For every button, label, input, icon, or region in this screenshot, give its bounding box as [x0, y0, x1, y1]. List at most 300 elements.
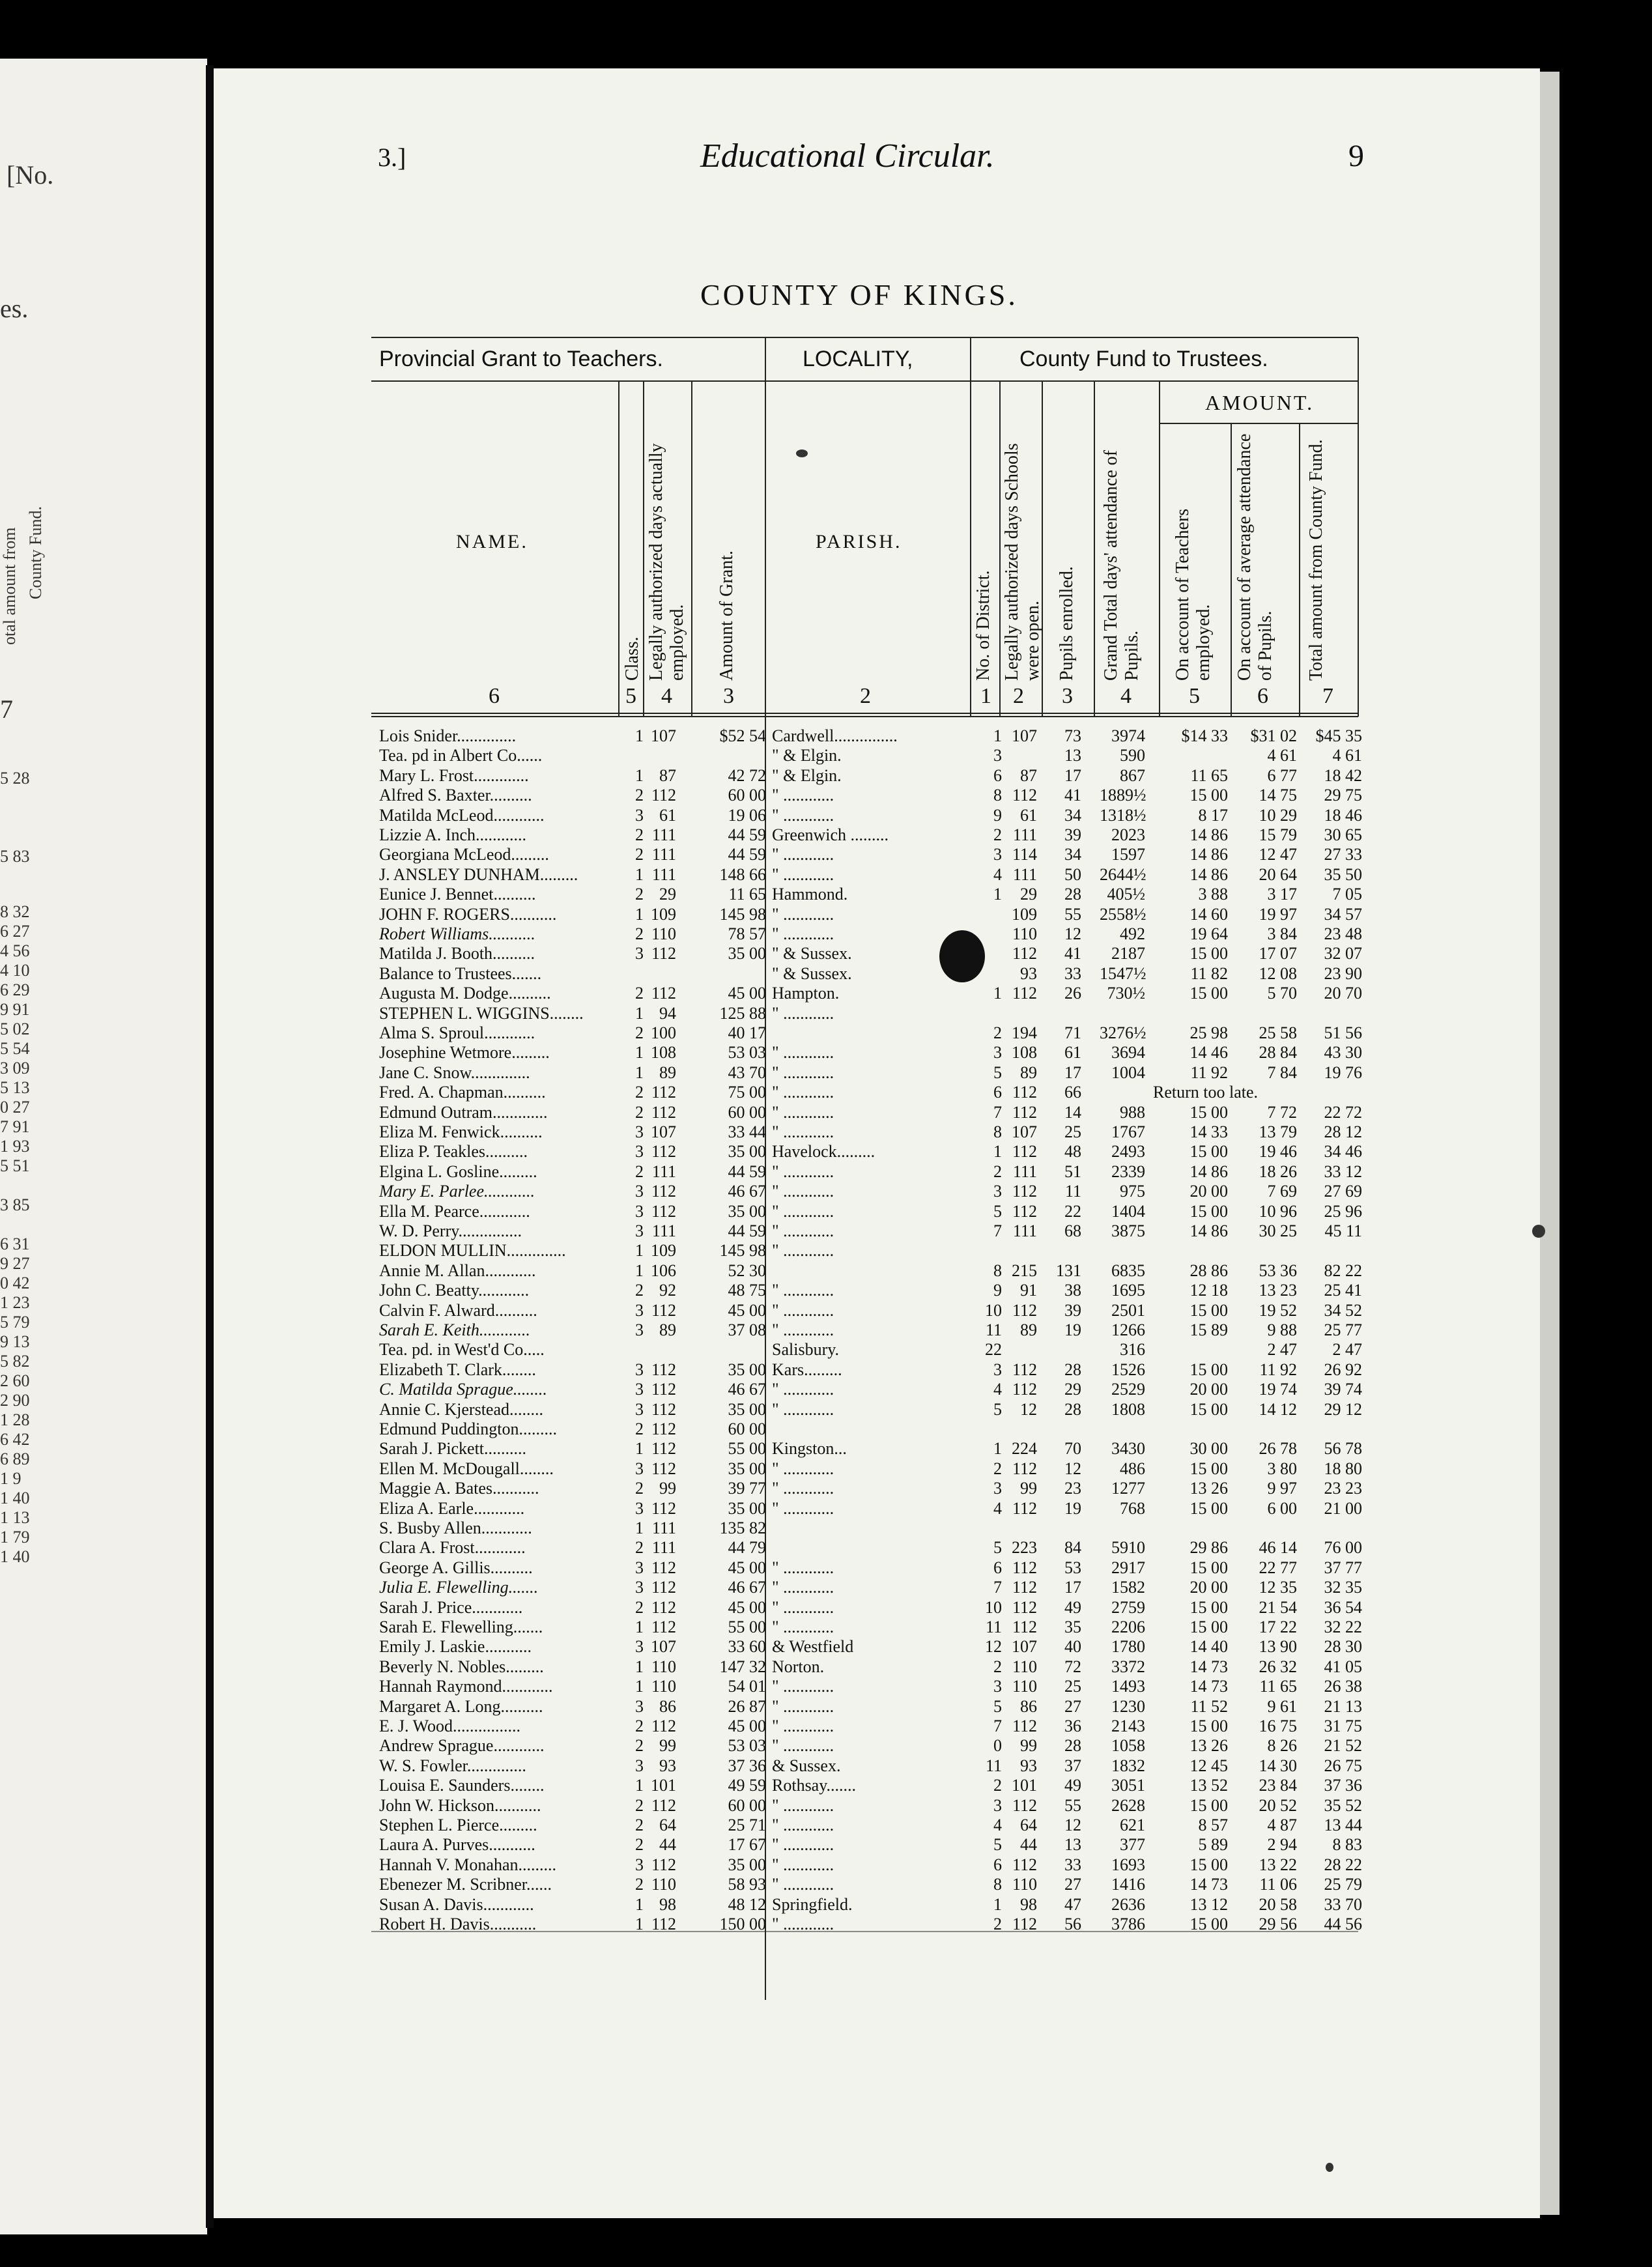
cell-days: 112	[651, 1597, 676, 1617]
cell-dopen: 112	[1012, 1083, 1037, 1102]
cell-parish: " ............	[772, 1696, 834, 1716]
cell-grant: 60 00	[728, 1795, 766, 1815]
cell-att: 1597	[1111, 845, 1145, 864]
cell-parish: " ............	[772, 786, 834, 805]
cell-teach: 15 00	[1189, 1498, 1228, 1518]
cell-name: ELDON MULLIN..............	[379, 1241, 566, 1261]
cell-name: Tea. pd in Albert Co......	[379, 746, 543, 765]
cell-pupils: 66	[1064, 1083, 1081, 1102]
cell-name: Susan A. Davis............	[379, 1894, 534, 1914]
cell-teach: 13 52	[1189, 1776, 1228, 1795]
cell-dist: 22	[985, 1340, 1002, 1360]
cell-teach: 13 26	[1189, 1479, 1228, 1498]
cell-att: 1693	[1111, 1855, 1145, 1874]
col-header-amount-grant: Amount of Grant.	[717, 550, 737, 681]
cell-class: 3	[635, 1756, 644, 1775]
cell-class: 1	[635, 1043, 644, 1062]
cell-grant: 48 12	[728, 1894, 766, 1914]
prev-page-text: 5 02	[0, 1019, 30, 1038]
cell-total: 29 75	[1324, 786, 1362, 805]
cell-dopen: 112	[1012, 1102, 1037, 1122]
cell-name: Maggie A. Bates...........	[379, 1479, 539, 1498]
cell-total: 82 22	[1324, 1261, 1362, 1280]
cell-teach: 14 33	[1189, 1122, 1228, 1141]
cell-parish: " ............	[772, 904, 834, 924]
cell-parish: & Sussex.	[772, 1756, 841, 1775]
cell-days: 110	[651, 1657, 676, 1676]
cell-pupils: 55	[1064, 1795, 1081, 1815]
cell-parish: " ............	[772, 1816, 834, 1834]
cell-avg: 13 22	[1259, 1855, 1297, 1874]
cell-days: 112	[651, 1855, 676, 1874]
cell-att: 2023	[1111, 825, 1145, 844]
prev-page-text: 0 42	[0, 1274, 30, 1292]
cell-dist: 8	[993, 1261, 1002, 1280]
cell-name: Eunice J. Bennet..........	[379, 885, 536, 904]
cell-pupils: 39	[1064, 1300, 1081, 1320]
col-number-grant: 3	[723, 684, 734, 708]
cell-class: 3	[635, 1558, 644, 1577]
cell-dopen: 112	[1012, 984, 1037, 1003]
cell-class: 2	[635, 1597, 644, 1617]
cell-dopen: 107	[1012, 1637, 1037, 1657]
cell-teach: 15 00	[1189, 1558, 1228, 1577]
cell-days: 89	[659, 1320, 676, 1339]
cell-parish: " ............	[772, 1855, 834, 1874]
cell-att: 1526	[1111, 1360, 1145, 1379]
cell-days: 111	[651, 1221, 676, 1240]
cell-att: 1547½	[1100, 963, 1146, 983]
cell-pupils: 40	[1064, 1637, 1081, 1657]
cell-att: 768	[1120, 1498, 1145, 1518]
cell-grant: 45 00	[728, 1717, 766, 1735]
cell-att: 2628	[1111, 1795, 1145, 1815]
cell-name: Balance to Trustees.......	[379, 963, 542, 983]
col-number-days-open: 2	[1013, 684, 1024, 708]
col-number-class: 5	[625, 684, 636, 708]
prev-page-text: 6 42	[0, 1430, 30, 1449]
cell-att: 1416	[1111, 1875, 1145, 1894]
cell-dopen: 112	[1012, 1915, 1037, 1933]
cell-days: 112	[651, 1083, 676, 1102]
cell-class: 1	[635, 1915, 644, 1933]
cell-name: Sarah J. Price............	[379, 1597, 523, 1617]
cell-name: Beverly N. Nobles.........	[379, 1657, 544, 1676]
prev-page-text: 5 82	[0, 1352, 30, 1371]
prev-page-text: 5 79	[0, 1313, 30, 1332]
cell-days: 112	[651, 1300, 676, 1320]
cell-grant: 145 98	[719, 904, 766, 924]
cell-pupils: 12	[1064, 1816, 1081, 1834]
cell-teach: 14 46	[1189, 1043, 1228, 1062]
cell-avg: 20 64	[1259, 864, 1297, 884]
cell-avg: 18 26	[1259, 1162, 1297, 1181]
cell-pupils: 73	[1064, 726, 1081, 745]
cell-dopen: 112	[1012, 1795, 1037, 1815]
ink-speck	[1326, 2163, 1333, 2172]
cell-name: Lizzie A. Inch............	[379, 825, 526, 844]
cell-total: 18 80	[1324, 1459, 1362, 1478]
cell-class: 2	[635, 1162, 644, 1181]
cell-name: Augusta M. Dodge..........	[379, 984, 551, 1003]
cell-grant: 43 70	[728, 1062, 766, 1082]
cell-dist: 2	[993, 1915, 1002, 1933]
cell-dist: 1	[993, 885, 1002, 904]
col-header-days-open: Legally authorized days Schools were open.	[1002, 443, 1043, 681]
cell-dopen: 91	[1020, 1281, 1037, 1300]
cell-att: 1277	[1111, 1479, 1145, 1498]
cell-avg: 13 23	[1259, 1281, 1297, 1300]
cell-class: 1	[635, 1261, 644, 1280]
cell-pupils: 26	[1064, 984, 1081, 1003]
cell-teach: 12 45	[1189, 1756, 1228, 1775]
cell-dist: 2	[993, 825, 1002, 844]
cell-att: 377	[1120, 1835, 1145, 1855]
col-number-district: 1	[980, 684, 991, 708]
cell-avg: 26 32	[1259, 1657, 1297, 1676]
cell-name: Calvin F. Alward..........	[379, 1300, 537, 1320]
cell-name: S. Busby Allen............	[379, 1518, 532, 1537]
cell-avg: 3 80	[1267, 1459, 1297, 1478]
cell-att: 1230	[1111, 1696, 1145, 1716]
cell-avg: 4 87	[1267, 1816, 1297, 1834]
cell-grant: 37 36	[728, 1756, 766, 1775]
col-number-attendance: 4	[1120, 684, 1132, 708]
cell-dopen: 223	[1012, 1538, 1037, 1558]
cell-total: 23 90	[1324, 963, 1362, 983]
cell-total: 41 05	[1324, 1657, 1362, 1676]
prev-page-text: 8 32	[0, 902, 30, 921]
prev-page-text: es.	[0, 294, 29, 323]
cell-class: 2	[635, 885, 644, 904]
cell-teach: 25 98	[1189, 1023, 1228, 1042]
cell-pupils: 68	[1064, 1221, 1081, 1240]
cell-att: 2636	[1111, 1894, 1145, 1914]
cell-total: 25 96	[1324, 1201, 1362, 1221]
cell-grant: 44 59	[728, 825, 766, 844]
cell-class: 2	[635, 924, 644, 943]
cell-name: Hannah Raymond............	[379, 1677, 553, 1696]
cell-dist: 3	[993, 845, 1002, 864]
cell-pupils: 27	[1064, 1696, 1081, 1716]
cell-teach: 15 00	[1189, 1360, 1228, 1379]
cell-dist: 4	[993, 1816, 1002, 1834]
cell-class: 3	[635, 805, 644, 825]
cell-avg: 53 36	[1259, 1261, 1297, 1280]
cell-grant: 39 77	[728, 1479, 766, 1498]
cell-parish: & Westfield	[772, 1637, 854, 1657]
cell-avg: 7 72	[1267, 1102, 1297, 1122]
cell-class: 2	[635, 845, 644, 864]
cell-total: 28 30	[1324, 1637, 1362, 1657]
cell-dist: 4	[993, 864, 1002, 884]
cell-dist: 11	[985, 1618, 1002, 1636]
cell-days: 112	[651, 1182, 676, 1201]
cell-parish: Rothsay.......	[772, 1776, 857, 1795]
cell-dopen: 112	[1012, 1182, 1037, 1201]
cell-avg: 30 25	[1259, 1221, 1297, 1240]
cell-days: 112	[651, 984, 676, 1003]
cell-teach: 15 00	[1189, 1459, 1228, 1478]
cell-avg: 2 94	[1267, 1835, 1297, 1855]
cell-grant: $52 54	[719, 726, 766, 745]
cell-pupils: 22	[1064, 1201, 1081, 1221]
cell-grant: 145 98	[719, 1241, 766, 1261]
prev-page-text: 6 27	[0, 922, 30, 941]
cell-grant: 60 00	[728, 1419, 766, 1438]
cell-grant: 135 82	[719, 1518, 766, 1537]
cell-att: 1582	[1111, 1578, 1145, 1597]
prev-page-text: County Fund.	[26, 506, 45, 599]
cell-total: 18 42	[1324, 765, 1362, 785]
prev-page-text: 1 9	[0, 1469, 21, 1488]
cell-att: 3051	[1111, 1776, 1145, 1795]
cell-att: 486	[1120, 1459, 1145, 1478]
cell-avg: 6 77	[1267, 765, 1297, 785]
cell-grant: 125 88	[719, 1003, 766, 1023]
cell-dopen: 107	[1012, 1122, 1037, 1141]
cell-att: 1493	[1111, 1677, 1145, 1696]
cell-avg: 5 70	[1267, 984, 1297, 1003]
cell-avg: $31 02	[1250, 726, 1297, 745]
cell-dist: 11	[985, 1320, 1002, 1339]
cell-class: 2	[635, 825, 644, 844]
cell-name: Georgiana McLeod.........	[379, 845, 549, 864]
cell-dist: 6	[993, 1083, 1002, 1102]
cell-grant: 147 32	[719, 1657, 766, 1676]
cell-dopen: 111	[1012, 1221, 1037, 1240]
cell-avg: 22 77	[1259, 1558, 1297, 1577]
cell-teach: 20 00	[1189, 1182, 1228, 1201]
cell-class: 2	[635, 1875, 644, 1894]
cell-name: W. D. Perry...............	[379, 1221, 522, 1240]
cell-class: 1	[635, 864, 644, 884]
cell-dist: 9	[993, 1281, 1002, 1300]
cell-avg: 11 06	[1259, 1875, 1297, 1894]
cell-att: 2206	[1111, 1618, 1145, 1636]
cell-grant: 35 00	[728, 1360, 766, 1379]
cell-class: 3	[635, 1399, 644, 1419]
cell-dist: 5	[993, 1835, 1002, 1855]
cell-parish: " ............	[772, 1162, 834, 1181]
cell-total: 37 77	[1324, 1558, 1362, 1577]
cell-dist: 4	[993, 1380, 1002, 1399]
cell-pupils: 28	[1064, 1360, 1081, 1379]
cell-dist: 1	[993, 1894, 1002, 1914]
cell-att: 5910	[1111, 1538, 1145, 1558]
col-number-parish: 2	[860, 684, 871, 708]
cell-class: 1	[635, 1518, 644, 1537]
cell-pupils: 49	[1064, 1776, 1081, 1795]
cell-grant: 46 67	[728, 1380, 766, 1399]
cell-name: Annie C. Kjerstead........	[379, 1399, 544, 1419]
cell-pupils: 37	[1064, 1756, 1081, 1775]
cell-days: 99	[659, 1736, 676, 1756]
cell-class: 3	[635, 1696, 644, 1716]
cell-parish: " & Elgin.	[772, 746, 842, 765]
cell-pupils: 13	[1064, 1835, 1081, 1855]
cell-avg: 14 75	[1259, 786, 1297, 805]
cell-teach: 19 64	[1189, 924, 1228, 943]
cell-class: 3	[635, 1182, 644, 1201]
cell-total: 25 77	[1324, 1320, 1362, 1339]
cell-pupils: 53	[1064, 1558, 1081, 1577]
cell-dist: 6	[993, 1855, 1002, 1874]
cell-class: 3	[635, 1320, 644, 1339]
cell-days: 111	[651, 1518, 676, 1537]
cell-total: 34 46	[1324, 1142, 1362, 1162]
cell-days: 61	[659, 805, 676, 825]
cell-name: Sarah E. Keith............	[379, 1320, 530, 1339]
cell-days: 100	[651, 1023, 676, 1042]
prev-page-text: 7 91	[0, 1117, 30, 1136]
cell-name: Stephen L. Pierce.........	[379, 1816, 537, 1834]
cell-dist: 8	[993, 786, 1002, 805]
cell-parish: " ............	[772, 805, 834, 825]
cell-dopen: 224	[1012, 1439, 1037, 1459]
cell-att: 2759	[1111, 1597, 1145, 1617]
cell-teach: 15 00	[1189, 1300, 1228, 1320]
cell-teach: 15 00	[1189, 1102, 1228, 1122]
cell-total: 4 61	[1332, 746, 1362, 765]
cell-dopen: 107	[1012, 726, 1037, 745]
cell-class: 2	[635, 1835, 644, 1855]
cell-dopen: 110	[1012, 1875, 1037, 1894]
cell-pupils: 17	[1064, 1578, 1081, 1597]
cell-parish: " & Sussex.	[772, 944, 852, 963]
cell-teach: 11 65	[1190, 765, 1228, 785]
cell-teach: 15 00	[1189, 1597, 1228, 1617]
cell-att: 3276½	[1100, 1023, 1146, 1042]
cell-dist: 7	[993, 1102, 1002, 1122]
cell-att: 2558½	[1100, 904, 1146, 924]
cell-dopen: 12	[1020, 1399, 1037, 1419]
cell-class: 3	[635, 1201, 644, 1221]
cell-grant: 19 06	[728, 805, 766, 825]
cell-name: STEPHEN L. WIGGINS........	[379, 1003, 584, 1023]
cell-dopen: 112	[1012, 1142, 1037, 1162]
cell-parish: " ............	[772, 1578, 834, 1597]
cell-att: 2187	[1111, 944, 1145, 963]
cell-parish: " ............	[772, 1875, 834, 1894]
cell-grant: 54 01	[728, 1677, 766, 1696]
cell-total: 44 56	[1324, 1915, 1362, 1933]
cell-pupils: 17	[1064, 765, 1081, 785]
cell-parish: " ............	[772, 1300, 834, 1320]
cell-class: 3	[635, 1122, 644, 1141]
cell-pupils: 51	[1064, 1162, 1081, 1181]
prev-page-text: 1 13	[0, 1508, 30, 1527]
cell-class: 1	[635, 1439, 644, 1459]
cell-parish: Norton.	[772, 1657, 825, 1676]
cell-dopen: 112	[1012, 1618, 1037, 1636]
cell-dist: 3	[993, 1479, 1002, 1498]
cell-name: Tea. pd. in West'd Co.....	[379, 1340, 545, 1360]
cell-grant: 75 00	[728, 1083, 766, 1102]
cell-grant: 35 00	[728, 1142, 766, 1162]
cell-teach: 13 26	[1189, 1736, 1228, 1756]
cell-total: 37 36	[1324, 1776, 1362, 1795]
cell-total: 32 35	[1324, 1578, 1362, 1597]
cell-class: 2	[635, 1023, 644, 1042]
cell-total: 39 74	[1324, 1380, 1362, 1399]
cell-avg: 12 08	[1259, 963, 1297, 983]
cell-teach: 14 73	[1189, 1657, 1228, 1676]
cell-dist: 10	[985, 1597, 1002, 1617]
county-title: COUNTY OF KINGS.	[700, 278, 1018, 311]
cell-avg: 16 75	[1259, 1717, 1297, 1735]
cell-name: Louisa E. Saunders........	[379, 1776, 545, 1795]
cell-att: 2644½	[1100, 864, 1146, 884]
cell-parish: " ............	[772, 1835, 834, 1855]
cell-att: 2501	[1111, 1300, 1145, 1320]
cell-grant: 60 00	[728, 786, 766, 805]
cell-pupils: 34	[1064, 845, 1081, 864]
cell-dist: 7	[993, 1717, 1002, 1735]
cell-name: Alma S. Sproul............	[379, 1023, 535, 1042]
cell-parish: " ............	[772, 1736, 834, 1756]
cell-grant: 35 00	[728, 1201, 766, 1221]
cell-avg: 3 84	[1267, 924, 1297, 943]
cell-dist: 5	[993, 1201, 1002, 1221]
cell-teach: 15 00	[1189, 1717, 1228, 1735]
cell-teach: 15 00	[1189, 1618, 1228, 1636]
cell-name: Elizabeth T. Clark........	[379, 1360, 536, 1379]
cell-avg: 29 56	[1259, 1915, 1297, 1933]
cell-att: 867	[1120, 765, 1145, 785]
cell-teach: 14 86	[1189, 825, 1228, 844]
cell-class: 3	[635, 1380, 644, 1399]
cell-att: 1004	[1111, 1062, 1145, 1082]
cell-total: $45 35	[1315, 726, 1362, 745]
cell-name: E. J. Wood................	[379, 1717, 520, 1735]
cell-parish: " ............	[772, 1221, 834, 1240]
cell-pupils: 29	[1064, 1380, 1081, 1399]
cell-class: 2	[635, 1102, 644, 1122]
cell-dopen: 110	[1012, 1657, 1037, 1676]
cell-days: 112	[651, 1618, 676, 1636]
cell-grant: 35 00	[728, 944, 766, 963]
cell-dist: 3	[993, 1182, 1002, 1201]
cell-class: 2	[635, 1281, 644, 1300]
cell-name: John W. Hickson...........	[379, 1795, 541, 1815]
cell-teach: 8 17	[1198, 805, 1228, 825]
cell-name: Emily J. Laskie...........	[379, 1637, 532, 1657]
cell-class: 2	[635, 1479, 644, 1498]
cell-pupils: 41	[1064, 944, 1081, 963]
cell-dopen: 89	[1020, 1320, 1037, 1339]
cell-pupils: 25	[1064, 1677, 1081, 1696]
cell-pupils: 28	[1064, 1399, 1081, 1419]
cell-grant: 46 67	[728, 1182, 766, 1201]
cell-dopen: 29	[1020, 885, 1037, 904]
cell-pupils: 33	[1064, 1855, 1081, 1874]
cell-class: 3	[635, 1142, 644, 1162]
cell-avg: 20 52	[1259, 1795, 1297, 1815]
cell-total: 25 79	[1324, 1875, 1362, 1894]
cell-att: 3694	[1111, 1043, 1145, 1062]
cell-class: 2	[635, 1736, 644, 1756]
prev-page-text: 0 27	[0, 1098, 30, 1117]
cell-teach: 20 00	[1189, 1380, 1228, 1399]
cell-class: 3	[635, 1498, 644, 1518]
cell-teach: 14 73	[1189, 1677, 1228, 1696]
cell-parish: Cardwell...............	[772, 726, 898, 745]
cell-att: 1889½	[1100, 786, 1146, 805]
cell-dopen: 112	[1012, 1717, 1037, 1735]
cell-class: 1	[635, 1003, 644, 1023]
cell-avg: 26 78	[1259, 1439, 1297, 1459]
